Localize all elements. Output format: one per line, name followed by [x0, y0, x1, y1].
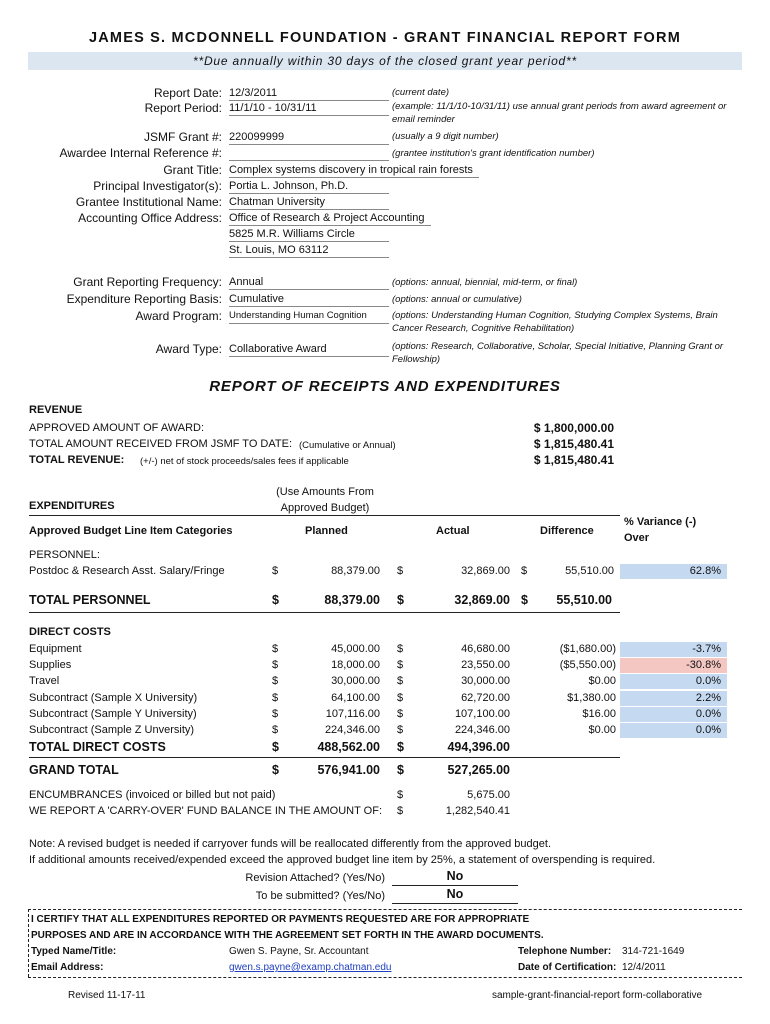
- report-period-label: Report Period:: [144, 101, 222, 115]
- direct-row-label: Travel: [29, 675, 60, 687]
- use-amounts-note-2: Approved Budget): [280, 502, 370, 514]
- col-category-header: Approved Budget Line Item Categories: [29, 525, 233, 537]
- internal-ref-note: (grantee institution's grant identification number): [392, 148, 595, 159]
- received-label: TOTAL AMOUNT RECEIVED FROM JSMF TO DATE:: [29, 438, 293, 450]
- direct-costs-heading: DIRECT COSTS: [29, 626, 111, 638]
- direct-row-actual[interactable]: 224,346.00: [454, 724, 510, 736]
- pi-label: Principal Investigator(s):: [93, 179, 222, 193]
- grant-title-label: Grant Title:: [163, 163, 222, 177]
- total-direct-label: TOTAL DIRECT COSTS: [29, 740, 166, 754]
- dollar-sign: $: [272, 740, 279, 754]
- dollar-sign: $: [397, 659, 404, 671]
- direct-row-actual[interactable]: 107,100.00: [454, 708, 510, 720]
- dollar-sign: $: [521, 565, 528, 577]
- col-variance-header-1: % Variance (-): [624, 516, 697, 528]
- telephone-label: Telephone Number:: [518, 946, 612, 957]
- accounting-label: Accounting Office Address:: [78, 211, 222, 225]
- telephone-value[interactable]: 314-721-1649: [622, 946, 685, 957]
- revision-label: Revision Attached? (Yes/No): [245, 872, 385, 884]
- direct-row-planned[interactable]: 224,346.00: [324, 724, 380, 736]
- direct-row-label: Subcontract (Sample Y University): [29, 708, 197, 720]
- institution-label: Grantee Institutional Name:: [75, 195, 222, 209]
- col-actual-header: Actual: [436, 525, 470, 537]
- carryover-label: WE REPORT A 'CARRY-OVER' FUND BALANCE IN THE AMOUNT OF:: [29, 805, 383, 817]
- dollar-sign: $: [521, 593, 528, 607]
- dollar-sign: $: [272, 708, 279, 720]
- dollar-sign: $: [397, 763, 404, 777]
- dollar-sign: $: [397, 708, 404, 720]
- direct-row-variance: -3.7%: [620, 642, 727, 657]
- direct-row-variance: -30.8%: [620, 658, 727, 673]
- direct-row-variance: 0.0%: [620, 707, 727, 722]
- internal-ref-label: Awardee Internal Reference #:: [59, 146, 222, 160]
- direct-row-planned[interactable]: 45,000.00: [331, 643, 380, 655]
- award-type-label: Award Type:: [155, 342, 222, 356]
- total-direct-actual: 494,396.00: [447, 740, 510, 754]
- direct-row-difference: $1,380.00: [567, 692, 616, 704]
- award-type-note: (options: Research, Collaborative, Scholar, Special Initiative, Planning Grant or Fellowship): [392, 341, 724, 365]
- report-date-label: Report Date:: [153, 86, 222, 100]
- report-period-field[interactable]: 11/1/10 - 10/31/11: [229, 101, 389, 116]
- direct-row-difference: $0.00: [588, 675, 616, 687]
- grand-total-actual: 527,265.00: [447, 763, 510, 777]
- dollar-sign: $: [397, 692, 404, 704]
- received-value: $ 1,815,480.41: [533, 437, 614, 451]
- accounting-line3[interactable]: St. Louis, MO 63112: [229, 243, 389, 258]
- grand-total-label: GRAND TOTAL: [29, 763, 119, 777]
- total-personnel-planned: 88,379.00: [324, 593, 380, 607]
- direct-row-label: Equipment: [29, 643, 82, 655]
- direct-row-label: Subcontract (Sample X University): [29, 692, 198, 704]
- revised-date: Revised 11-17-11: [68, 990, 146, 1001]
- report-section-title: REPORT OF RECEIPTS AND EXPENDITURES: [209, 378, 561, 395]
- grant-number-label: JSMF Grant #:: [143, 130, 222, 144]
- approved-value: $ 1,800,000.00: [533, 421, 614, 435]
- grant-number-field[interactable]: 220099999: [229, 130, 389, 145]
- dollar-sign: $: [272, 659, 279, 671]
- certify-border-top: [28, 909, 742, 910]
- typed-name-value[interactable]: Gwen S. Payne, Sr. Accountant: [229, 946, 369, 957]
- note-revised-budget: Note: A revised budget is needed if carryover funds will be reallocated differently from the approved budget.: [29, 838, 551, 850]
- total-direct-planned: 488,562.00: [317, 740, 380, 754]
- carryover-value[interactable]: 1,282,540.41: [445, 805, 510, 817]
- dollar-sign: $: [397, 740, 404, 754]
- direct-row-planned[interactable]: 18,000.00: [331, 659, 380, 671]
- encumbrances-value[interactable]: 5,675.00: [467, 789, 510, 801]
- dollar-sign: $: [272, 593, 279, 607]
- total-personnel-label: TOTAL PERSONNEL: [29, 593, 151, 607]
- certify-line-2: PURPOSES AND ARE IN ACCORDANCE WITH THE AGREEMENT SET FORTH IN THE AWARD DOCUMENTS.: [31, 930, 544, 941]
- total-personnel-difference: 55,510.00: [556, 593, 612, 607]
- direct-row-actual[interactable]: 62,720.00: [461, 692, 510, 704]
- program-note: (options: Understanding Human Cognition, Studying Complex Systems, Brain Cancer Research, Cognitive Rehabilitation): [392, 310, 718, 334]
- certify-border-bottom: [28, 977, 742, 978]
- personnel-rule: [29, 612, 620, 613]
- direct-row-variance: 0.0%: [620, 723, 727, 738]
- dollar-sign: $: [397, 675, 404, 687]
- note-overspending: If additional amounts received/expended exceed the approved budget line item by 25%, a statement of overspending is required.: [29, 854, 656, 866]
- direct-row-difference: ($5,550.00): [559, 659, 616, 671]
- expenditures-heading: EXPENDITURES: [29, 500, 115, 512]
- grant-title-field[interactable]: Complex systems discovery in tropical rain forests: [229, 163, 479, 178]
- typed-name-label: Typed Name/Title:: [31, 946, 117, 957]
- direct-row-actual[interactable]: 46,680.00: [461, 643, 510, 655]
- total-revenue-note: (+/-) net of stock proceeds/sales fees if applicable: [140, 456, 349, 467]
- personnel-row-label: Postdoc & Research Asst. Salary/Fringe: [29, 565, 225, 577]
- dollar-sign: $: [397, 724, 404, 736]
- dollar-sign: $: [397, 565, 404, 577]
- use-amounts-note-1: (Use Amounts From: [276, 486, 374, 498]
- col-variance-header-2: Over: [624, 532, 650, 544]
- form-title: JAMES S. MCDONNELL FOUNDATION - GRANT FINANCIAL REPORT FORM: [89, 30, 681, 46]
- accounting-line2[interactable]: 5825 M.R. Williams Circle: [229, 227, 389, 242]
- direct-row-variance: 2.2%: [620, 691, 727, 706]
- email-label: Email Address:: [31, 962, 104, 973]
- institution-field[interactable]: Chatman University: [229, 195, 389, 210]
- direct-row-actual[interactable]: 30,000.00: [461, 675, 510, 687]
- cert-date-label: Date of Certification:: [518, 962, 617, 973]
- submit-label: To be submitted? (Yes/No): [255, 890, 385, 902]
- total-revenue-label: TOTAL REVENUE:: [29, 454, 125, 466]
- report-period-note: (example: 11/1/10-10/31/11) use annual grant periods from award agreement or email reminder: [392, 101, 727, 125]
- dollar-sign: $: [397, 593, 404, 607]
- dollar-sign: $: [397, 789, 404, 801]
- pi-field[interactable]: Portia L. Johnson, Ph.D.: [229, 179, 389, 194]
- personnel-difference: 55,510.00: [565, 565, 614, 577]
- certify-border-left: [28, 909, 29, 977]
- approved-label: APPROVED AMOUNT OF AWARD:: [29, 422, 205, 434]
- dollar-sign: $: [272, 565, 279, 577]
- revision-field[interactable]: No: [392, 869, 518, 886]
- dollar-sign: $: [272, 643, 279, 655]
- direct-row-planned[interactable]: 107,116.00: [325, 708, 380, 720]
- revenue-heading: REVENUE: [29, 404, 83, 416]
- direct-row-actual[interactable]: 23,550.00: [461, 659, 510, 671]
- frequency-field[interactable]: Annual: [229, 275, 389, 290]
- grand-total-planned: 576,941.00: [317, 763, 380, 777]
- personnel-planned[interactable]: 88,379.00: [331, 565, 380, 577]
- basis-note: (options: annual or cumulative): [392, 294, 522, 305]
- encumbrances-label: ENCUMBRANCES (invoiced or billed but not paid): [29, 789, 276, 801]
- dollar-sign: $: [272, 763, 279, 777]
- dollar-sign: $: [397, 643, 404, 655]
- total-personnel-actual: 32,869.00: [454, 593, 510, 607]
- direct-row-planned[interactable]: 30,000.00: [331, 675, 380, 687]
- direct-row-difference: ($1,680.00): [559, 643, 616, 655]
- col-difference-header: Difference: [540, 525, 594, 537]
- dollar-sign: $: [272, 675, 279, 687]
- direct-row-label: Subcontract (Sample Z Unversity): [29, 724, 195, 736]
- email-link[interactable]: gwen.s.payne@examp.chatman.edu: [229, 962, 392, 973]
- frequency-label: Grant Reporting Frequency:: [73, 275, 222, 289]
- direct-row-label: Supplies: [29, 659, 72, 671]
- direct-row-planned[interactable]: 64,100.00: [331, 692, 380, 704]
- grant-number-note: (usually a 9 digit number): [392, 131, 499, 142]
- internal-ref-field[interactable]: [229, 146, 389, 161]
- received-note: (Cumulative or Annual): [299, 440, 396, 451]
- accounting-line1[interactable]: Office of Research & Project Accounting: [229, 211, 431, 226]
- expenditures-rule: [29, 515, 620, 516]
- col-planned-header: Planned: [305, 525, 348, 537]
- report-date-field[interactable]: 12/3/2011: [229, 86, 389, 101]
- direct-row-difference: $0.00: [588, 724, 616, 736]
- submit-field[interactable]: No: [392, 887, 518, 904]
- dollar-sign: $: [272, 692, 279, 704]
- form-subtitle: **Due annually within 30 days of the closed grant year period**: [28, 52, 742, 70]
- personnel-actual[interactable]: 32,869.00: [461, 565, 510, 577]
- direct-row-variance: 0.0%: [620, 674, 727, 689]
- dollar-sign: $: [397, 805, 404, 817]
- certify-line-1: I CERTIFY THAT ALL EXPENDITURES REPORTED OR PAYMENTS REQUESTED ARE FOR APPROPRIATE: [31, 914, 530, 925]
- personnel-variance: 62.8%: [620, 564, 727, 579]
- total-revenue-value: $ 1,815,480.41: [533, 453, 614, 467]
- frequency-note: (options: annual, biennial, mid-term, or final): [392, 277, 578, 288]
- program-field[interactable]: Understanding Human Cognition: [229, 309, 389, 324]
- cert-date-value[interactable]: 12/4/2011: [622, 962, 666, 973]
- personnel-heading: PERSONNEL:: [29, 549, 100, 561]
- file-name: sample-grant-financial-report form-collaborative: [492, 990, 703, 1001]
- report-date-note: (current date): [392, 87, 450, 98]
- basis-label: Expenditure Reporting Basis:: [66, 292, 222, 306]
- award-type-field[interactable]: Collaborative Award: [229, 342, 389, 357]
- basis-field[interactable]: Cumulative: [229, 292, 389, 307]
- dollar-sign: $: [272, 724, 279, 736]
- program-label: Award Program:: [135, 309, 222, 323]
- direct-row-difference: $16.00: [582, 708, 616, 720]
- direct-rule: [29, 757, 620, 758]
